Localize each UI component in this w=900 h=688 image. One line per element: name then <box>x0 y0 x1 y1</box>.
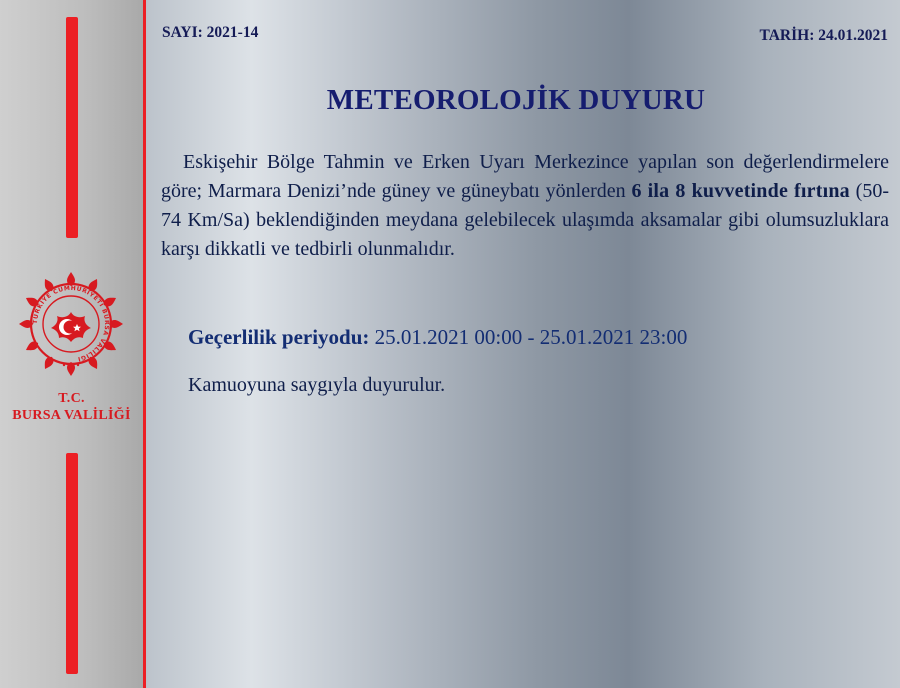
org-line-governorship: BURSA VALİLİĞİ <box>12 408 131 423</box>
announcement-date: TARİH: 24.01.2021 <box>759 27 888 44</box>
announcement-paragraph <box>161 148 889 264</box>
validity-value: 25.01.2021 00:00 - 25.01.2021 23:00 <box>369 325 688 349</box>
sidebar-red-bar-top <box>66 17 78 238</box>
paragraph-text-part2: (50-74 Km/Sa) beklendiğinden meydana gelebilecek ulaşımda aksamalar gibi olumsuzluklara karşı dikkatli ve tedbirli olunmalıdır. <box>161 180 889 260</box>
validity-period <box>188 325 687 350</box>
announcement-body <box>161 148 889 264</box>
org-line-tc: T.C. <box>58 391 85 406</box>
issue-number: SAYI: 2021-14 <box>162 24 259 41</box>
paragraph-text-part1: Eskişehir Bölge Tahmin ve Erken Uyarı Merkezince yapılan son değerlendirmelere göre; Marmara Denizi’nde güney ve güneybatı yönlerden <box>161 151 889 202</box>
closing-text: Kamuoyuna saygıyla duyurulur. <box>188 374 446 396</box>
page-title: METEOROLOJİK DUYURU <box>326 84 706 116</box>
emblem-ring-text: TÜRKİYE CUMHURİYETİ BURSA VALİLİĞİ <box>31 284 111 363</box>
sidebar-red-bar-bottom <box>66 453 78 674</box>
sidebar <box>0 0 143 688</box>
bursa-governorship-emblem-icon <box>17 270 125 378</box>
storm-warning-highlight: 6 ila 8 kuvvetinde fırtına <box>631 180 850 202</box>
validity-label: Geçerlilik periyodu: <box>188 325 370 349</box>
